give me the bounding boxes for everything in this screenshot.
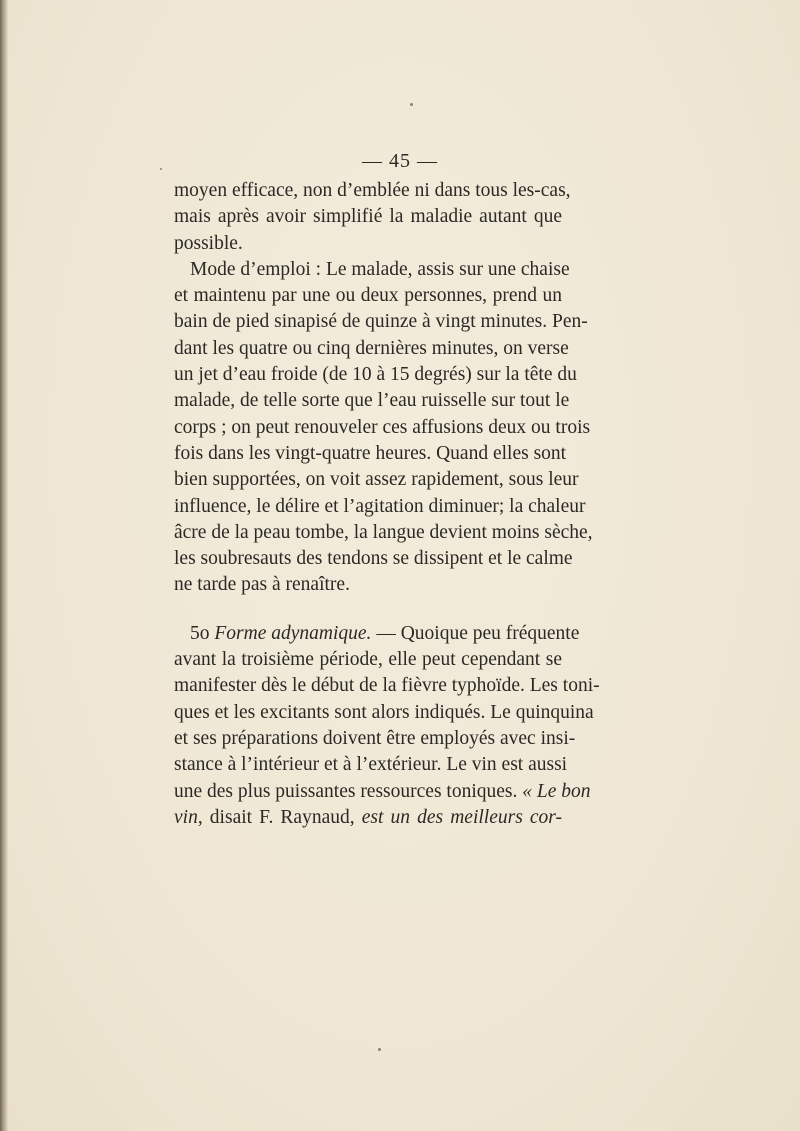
text-line: bain de pied sinapisé de quinze à vingt minutes. Pen- xyxy=(174,311,588,333)
text-line: Mode d’emploi : Le malade, assis sur une chaise xyxy=(190,258,570,280)
body-text xyxy=(174,178,600,831)
text-line: les soubresauts des tendons se dissipent et le calme xyxy=(174,548,573,570)
text-line: dant les quatre ou cinq dernières minutes, on verse xyxy=(174,337,569,359)
text-line: fois dans les vingt-quatre heures. Quand elles sont xyxy=(174,442,567,464)
text-line: stance à l’intérieur et à l’extérieur. Le vin est aussi xyxy=(174,754,568,776)
text-line: bien supportées, on voit assez rapidement, sous leur xyxy=(174,469,579,491)
text-line: âcre de la peau tombe, la langue devient moins sèche, xyxy=(174,521,593,543)
text-line xyxy=(174,805,562,831)
paper-speck xyxy=(160,168,162,170)
section-title: Forme adynamique. xyxy=(214,622,372,644)
text-line: influence, le délire et l’agitation diminuer; la chaleur xyxy=(174,495,586,517)
page-number: — 45 — xyxy=(362,150,438,172)
section-number: 5o xyxy=(190,622,210,644)
text-fragment: , disait F. Raynaud, xyxy=(197,806,355,828)
italic-fragment: est un des meilleurs cor- xyxy=(361,806,562,828)
text-line: et ses préparations doivent être employés avec insi- xyxy=(174,727,576,749)
text-line: corps ; on peut renouveler ces affusions deux ou trois xyxy=(174,416,591,438)
paper-speck xyxy=(378,1048,381,1051)
text-line: un jet d’eau froide (de 10 à 15 degrés) sur la tête du xyxy=(174,364,577,386)
text-line: ne tarde pas à renaître. xyxy=(174,574,350,596)
quote-start: « Le bon xyxy=(522,780,591,802)
text-line: avant la troisième période, elle peut cependant se xyxy=(174,649,562,671)
paragraph-gap xyxy=(174,599,562,621)
text-line: possible. xyxy=(174,232,243,254)
text-line: moyen efficace, non d’emblée ni dans tous les-cas, xyxy=(174,180,571,201)
italic-fragment: vin xyxy=(174,806,198,828)
text-line: ques et les excitants sont alors indiqués. Le quinquina xyxy=(174,701,594,723)
text-line: manifester dès le début de la fièvre typhoïde. Les toni- xyxy=(174,675,600,697)
text-line xyxy=(174,779,591,805)
text-fragment: une des plus puissantes ressources toniques. xyxy=(174,780,518,802)
text-line: et maintenu par une ou deux personnes, prend un xyxy=(174,285,562,307)
section-heading-line xyxy=(174,621,580,647)
text-line: mais après avoir simplifié la maladie autant que xyxy=(174,206,562,228)
text-fragment: — Quoique peu fréquente xyxy=(376,622,580,644)
paper-speck xyxy=(410,103,413,106)
text-line: malade, de telle sorte que l’eau ruisselle sur tout le xyxy=(174,390,570,412)
